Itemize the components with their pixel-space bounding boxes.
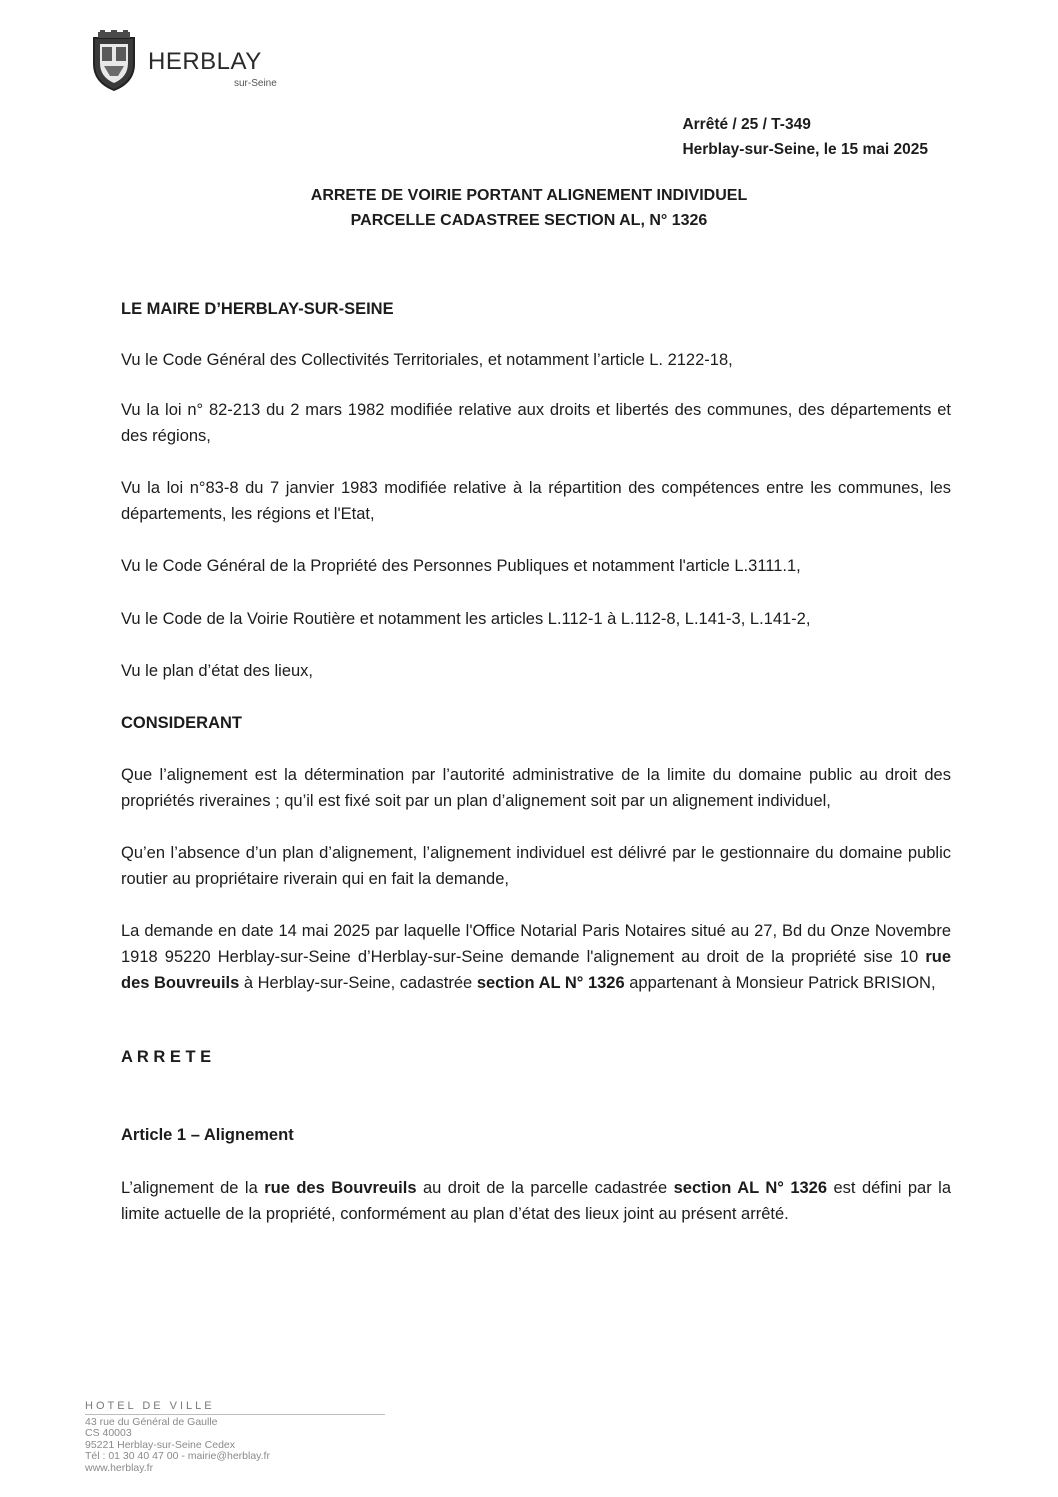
visa-6: Vu le plan d’état des lieux, <box>121 662 314 680</box>
article-1-street: rue des Bouvreuils <box>264 1179 417 1197</box>
article-1-text-2: au droit de la parcelle cadastrée <box>416 1179 674 1197</box>
mayor-heading: LE MAIRE D’HERBLAY-SUR-SEINE <box>121 300 394 318</box>
footer-line-street: 43 rue du Général de Gaulle <box>85 1415 218 1428</box>
demande-text-1: La demande en date 14 mai 2025 par laquelle l'Office Notarial Paris Notaires situé au 27, Bd du Onze Novembre 1918 95220 Herblay-sur-Seine d’Herblay-sur-Seine demande l'alignement au droit de la propriété sise 10 <box>121 922 951 966</box>
considerant-1: Que l’alignement est la détermination par l’autorité administrative de la limite du domaine public au droit des propriétés riveraines ; qu’il est fixé soit par un plan d’alignement soit par un alignement individuel, <box>121 766 951 810</box>
title-line-2: PARCELLE CADASTREE SECTION AL, N° 1326 <box>350 212 708 229</box>
demande-street: rue des Bouvreuils <box>121 948 951 992</box>
logo-subtitle: sur-Seine <box>234 78 277 89</box>
considerant-2: Qu’en l’absence d’un plan d’alignement, l’alignement individuel est délivré par le gestionnaire du domaine public routier au propriétaire riverain qui en fait la demande, <box>121 844 951 888</box>
footer-line-cs: CS 40003 <box>85 1427 132 1439</box>
footer-line-website: www.herblay.fr <box>85 1461 154 1474</box>
demande-text-2: à Herblay-sur-Seine, cadastrée <box>239 974 477 992</box>
considerant-heading: CONSIDERANT <box>121 714 243 732</box>
place-date: Herblay-sur-Seine, le 15 mai 2025 <box>682 141 928 158</box>
demande-paragraph <box>121 918 951 996</box>
article-1-heading: Article 1 – Alignement <box>121 1126 294 1144</box>
document-body <box>121 296 951 1227</box>
herblay-logo <box>88 30 308 92</box>
article-1-text-3: est défini par la limite actuelle de la propriété, conformément au plan d’état des lieux joint au présent arrêté. <box>121 1179 951 1223</box>
decree-reference <box>682 112 928 162</box>
footer-line-city: 95221 Herblay-sur-Seine Cedex <box>85 1438 235 1451</box>
visa-3: Vu la loi n°83-8 du 7 janvier 1983 modifiée relative à la répartition des compétences entre les communes, les départements, les régions et l'Etat, <box>121 479 951 523</box>
article-1-section: section AL N° 1326 <box>673 1179 828 1197</box>
demande-text-3: appartenant à Monsieur Patrick BRISION, <box>624 974 936 992</box>
visa-4: Vu le Code Général de la Propriété des Personnes Publiques et notamment l'article L.3111.1, <box>121 557 801 575</box>
article-1-paragraph <box>121 1175 951 1227</box>
title-line-1: ARRETE DE VOIRIE PORTANT ALIGNEMENT INDIVIDUEL <box>310 187 748 204</box>
visa-1: Vu le Code Général des Collectivités Territoriales, et notamment l’article L. 2122-18, <box>121 351 733 369</box>
document-title <box>0 183 1058 233</box>
footer-title: HOTEL DE VILLE <box>85 1401 385 1415</box>
visa-5: Vu le Code de la Voirie Routière et notamment les articles L.112-1 à L.112-8, L.141-3, L.141-2, <box>121 610 811 628</box>
logo-name: HERBLAY <box>148 48 262 75</box>
coat-of-arms-icon <box>88 30 140 92</box>
arrete-heading: A R R E T E <box>121 1048 212 1066</box>
article-1-text-1: L’alignement de la <box>121 1179 265 1197</box>
visa-2: Vu la loi n° 82-213 du 2 mars 1982 modifiée relative aux droits et libertés des communes, des départements et des régions, <box>121 401 951 445</box>
demande-section: section AL N° 1326 <box>476 974 625 992</box>
decree-number: Arrêté / 25 / T-349 <box>682 116 811 133</box>
footer-line-contact: Tél : 01 30 40 47 00 - mairie@herblay.fr <box>85 1450 270 1462</box>
footer-address <box>85 1401 390 1474</box>
